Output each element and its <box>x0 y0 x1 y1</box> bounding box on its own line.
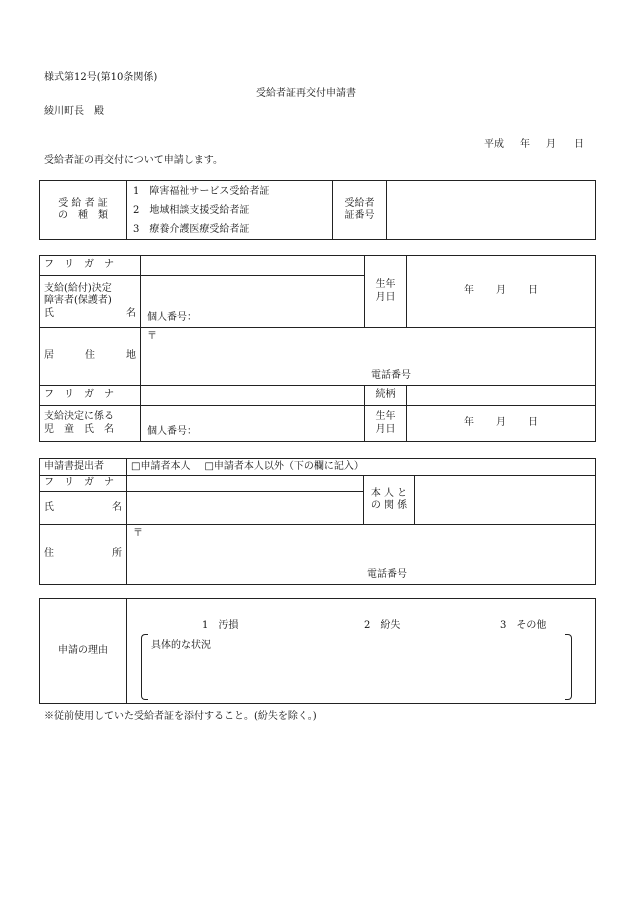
submitter-furigana-label: フ リ ガ ナ <box>40 476 127 492</box>
child-furigana-field[interactable] <box>141 386 365 406</box>
submitter-address-label: 住 所 <box>40 525 127 585</box>
child-relation-field[interactable] <box>407 386 596 406</box>
submitter-options <box>127 459 596 476</box>
child-birth-label: 生年 月日 <box>365 406 407 442</box>
reason-table <box>39 598 596 704</box>
reason-option-2[interactable]: 2 紛失 <box>364 620 401 631</box>
certificate-option-3[interactable]: 3 療養介護医療受給者証 <box>133 223 250 235</box>
child-relation-label: 続柄 <box>365 386 407 406</box>
certificate-option-2[interactable]: 2 地域相談支援受給者証 <box>133 204 250 216</box>
bracket-right <box>565 634 572 700</box>
certificate-number-field[interactable] <box>387 181 596 240</box>
reason-detail-label: 具体的な状況 <box>151 640 211 651</box>
submitter-furigana-field[interactable] <box>127 476 364 492</box>
applicant-birth-field[interactable]: 年 月 日 <box>407 256 596 328</box>
date-year: 年 <box>520 139 530 150</box>
reason-option-1[interactable]: 1 汚損 <box>202 620 239 631</box>
child-personal-number-label: 個人番号： <box>147 425 197 437</box>
date-month: 月 <box>546 139 556 150</box>
bracket-left <box>141 634 148 700</box>
child-birth-field[interactable]: 年 月 日 <box>407 406 596 442</box>
submitter-self-checkbox[interactable]: □申請者本人 <box>131 460 191 472</box>
applicant-personal-number-label: 個人番号： <box>147 311 197 323</box>
page-title: 受給者証再交付申請書 <box>256 88 356 99</box>
applicant-phone-label: 電話番号 <box>371 369 411 381</box>
child-name-label: 支給決定に係る 児 童 氏 名 <box>40 406 141 442</box>
applicant-address-label: 居 住 地 <box>40 328 141 386</box>
date-era: 平成 <box>484 139 504 150</box>
postal-mark: 〒 <box>147 331 157 342</box>
child-name-field[interactable] <box>141 406 365 442</box>
certificate-number-label: 受給者 証番号 <box>333 181 387 240</box>
date-line <box>484 135 584 150</box>
certificate-options <box>127 181 333 240</box>
applicant-address-field[interactable] <box>141 328 596 386</box>
submitter-postal-mark: 〒 <box>133 528 143 539</box>
submitter-phone-label: 電話番号 <box>367 568 407 580</box>
reason-label: 申請の理由 <box>40 599 127 704</box>
certificate-option-1[interactable]: 1 障害福祉サービス受給者証 <box>133 185 270 197</box>
submitter-other-checkbox[interactable]: □申請者本人以外（下の欄に記入） <box>204 460 364 472</box>
child-furigana-label: フ リ ガ ナ <box>40 386 141 406</box>
submitter-table <box>39 458 596 585</box>
applicant-birth-label: 生年 月日 <box>365 256 407 328</box>
submitter-relation-label: 本 人 と の 関 係 <box>364 476 415 525</box>
applicant-furigana-label: フ リ ガ ナ <box>40 256 141 276</box>
certificate-type-label: 受 給 者 証 の 種 類 <box>40 181 127 240</box>
certificate-table <box>39 180 596 240</box>
date-day: 日 <box>574 139 584 150</box>
footnote: ※従前使用していた受給者証を添付すること。(紛失を除く。) <box>44 711 317 722</box>
form-number: 様式第12号(第10条関係) <box>44 72 158 83</box>
submitter-name-field[interactable] <box>127 492 364 525</box>
applicant-furigana-field[interactable] <box>141 256 365 276</box>
submitter-label: 申請書提出者 <box>40 459 127 476</box>
addressee: 綾川町長 殿 <box>44 106 104 117</box>
reason-option-3[interactable]: 3 その他 <box>500 620 547 631</box>
intro-text: 受給者証の再交付について申請します。 <box>44 155 223 166</box>
applicant-name-label: 支給(給付)決定 障害者(保護者) 氏 名 <box>40 276 141 328</box>
submitter-relation-field[interactable] <box>415 476 596 525</box>
reason-field[interactable] <box>127 599 596 704</box>
submitter-address-field[interactable] <box>127 525 596 585</box>
applicant-name-field[interactable] <box>141 276 365 328</box>
submitter-name-label: 氏 名 <box>40 492 127 525</box>
applicant-table <box>39 255 596 442</box>
